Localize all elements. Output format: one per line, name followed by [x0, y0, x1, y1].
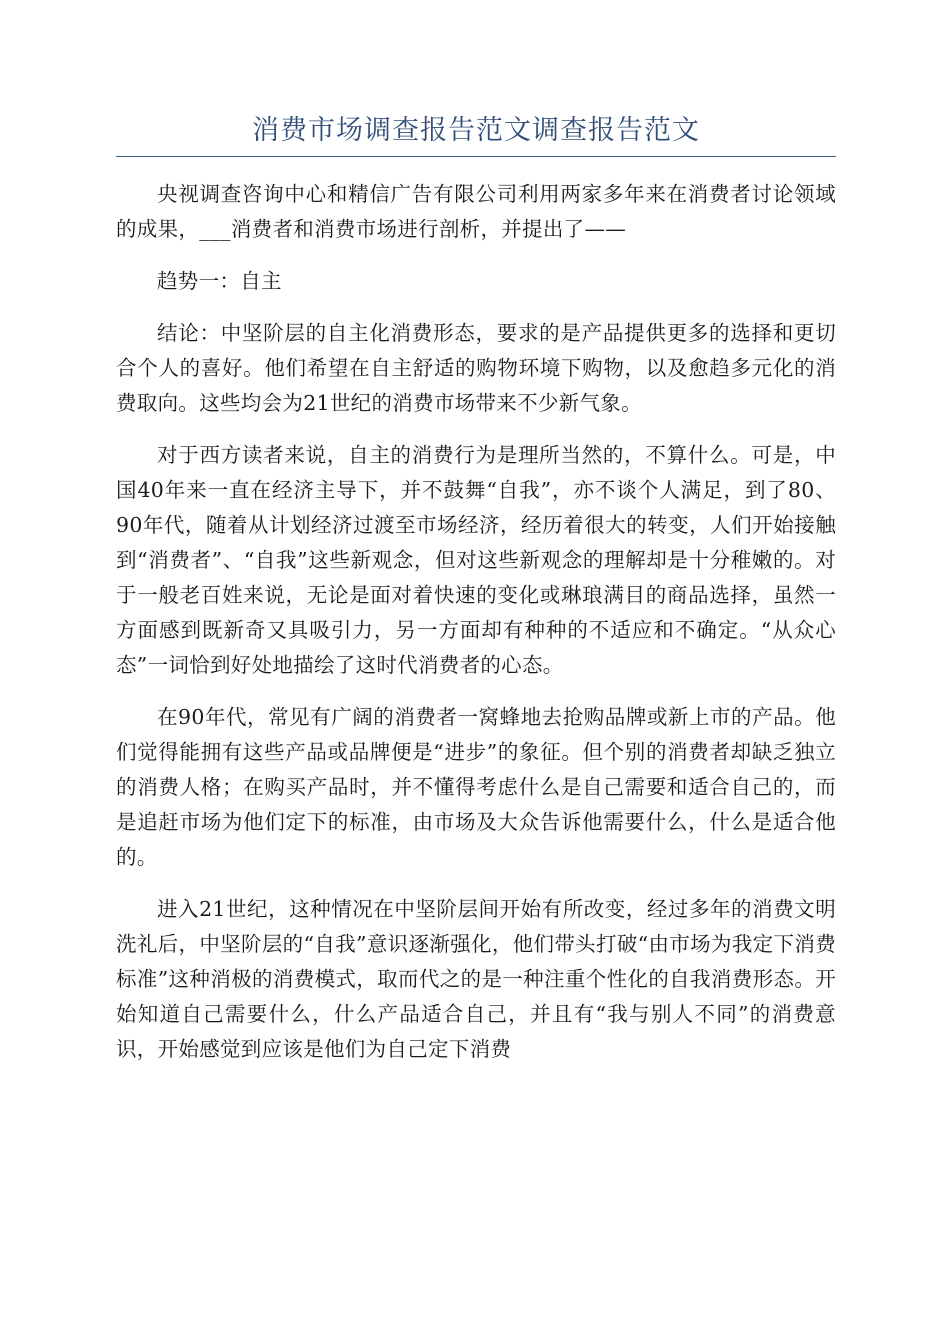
- paragraph-conclusion: 结论：中坚阶层的自主化消费形态，要求的是产品提供更多的选择和更切合个人的喜好。他们希望在自主舒适的购物环境下购物，以及愈趋多元化的消费取向。这些均会为21世纪的消费市场带来不少新气象。: [116, 321, 836, 415]
- paragraph-90s: 在90年代，常见有广阔的消费者一窝蜂地去抢购品牌或新上市的产品。他们觉得能拥有这些产品或品牌便是“进步”的象征。但个别的消费者却缺乏独立的消费人格；在购买产品时，并不懂得考虑什么是自己需要和适合自己的，而是追赶市场为他们定下的标准，由市场及大众告诉他需要什么，什么是适合他的。: [116, 705, 836, 869]
- paragraph-21st-century: 进入21世纪，这种情况在中坚阶层间开始有所改变，经过多年的消费文明洗礼后，中坚阶层的“自我”意识逐渐强化，他们带头打破“由市场为我定下消费标准”这种消极的消费模式，取而代之的是一种注重个性化的自我消费形态。开始知道自己需要什么，什么产品适合自己，并且有“我与别人不同”的消费意识，开始感觉到应该是他们为自己定下消费: [116, 897, 836, 1061]
- paragraph-western-readers: 对于西方读者来说，自主的消费行为是理所当然的，不算什么。可是，中国40年来一直在经济主导下，并不鼓舞“自我”，亦不谈个人满足，到了80、90年代，随着从计划经济过渡至市场经济，经历着很大的转变，人们开始接触到“消费者”、“自我”这些新观念，但对这些新观念的理解却是十分稚嫩的。对于一般老百姓来说，无论是面对着快速的变化或琳琅满目的商品选择，虽然一方面感到既新奇又具吸引力，另一方面却有种种的不适应和不确定。“从众心态”一词恰到好处地描绘了这时代消费者的心态。: [116, 443, 836, 677]
- document-page: [116, 108, 836, 1084]
- paragraph-trend-heading: 趋势一：自主: [157, 269, 282, 293]
- paragraph-intro: 央视调查咨询中心和精信广告有限公司利用两家多年来在消费者讨论领域的成果，___消费者和消费市场进行剖析，并提出了——: [116, 182, 836, 241]
- document-body: [116, 177, 836, 1067]
- document-title: 消费市场调查报告范文调查报告范文: [116, 108, 836, 157]
